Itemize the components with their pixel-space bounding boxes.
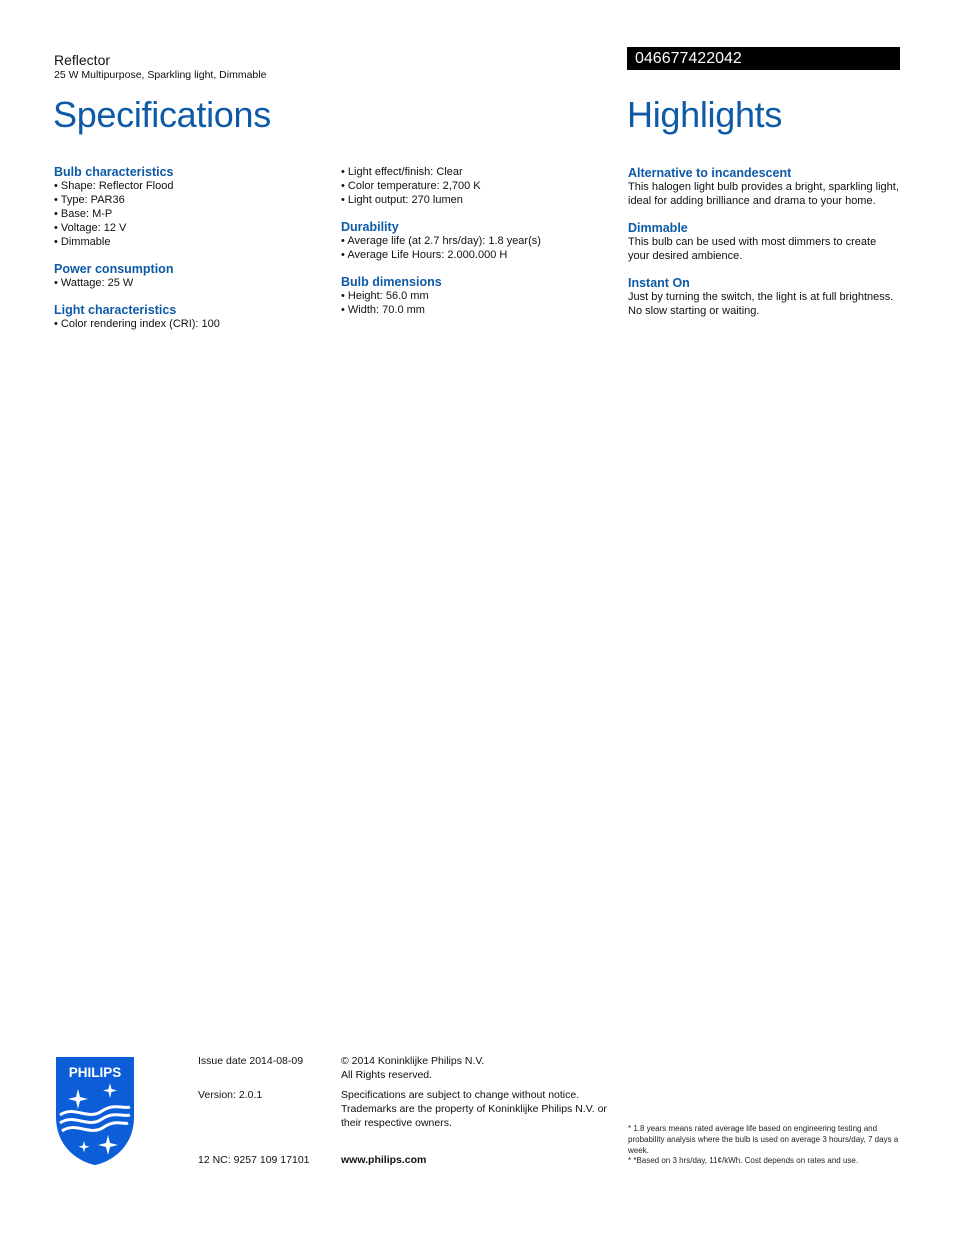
spec-item: • Wattage: 25 W <box>54 276 324 290</box>
section-heading: Light characteristics <box>54 303 177 317</box>
spec-list <box>54 276 324 290</box>
spec-item: • Light effect/finish: Clear <box>341 165 611 179</box>
highlight-title: Dimmable <box>628 221 688 235</box>
spec-item: • Shape: Reflector Flood <box>54 179 324 193</box>
highlights-heading: Highlights <box>627 94 783 135</box>
highlight-title: Instant On <box>628 276 690 290</box>
spec-item: • Dimmable <box>54 235 324 249</box>
highlight-title: Alternative to incandescent <box>628 166 792 180</box>
section-heading: Durability <box>341 220 399 234</box>
spec-item: • Type: PAR36 <box>54 193 324 207</box>
section-heading: Bulb characteristics <box>54 165 174 179</box>
version: Version: 2.0.1 <box>198 1089 263 1101</box>
copyright: © 2014 Koninklijke Philips N.V. <box>341 1055 485 1067</box>
product-title: Reflector <box>54 52 111 68</box>
product-code: 046677422042 <box>627 47 900 70</box>
specifications-heading: Specifications <box>53 94 271 135</box>
spec-item: • Height: 56.0 mm <box>341 289 611 303</box>
section-heading: Power consumption <box>54 262 174 276</box>
spec-list <box>341 234 611 262</box>
spec-item: • Average life (at 2.7 hrs/day): 1.8 year(s) <box>341 234 611 248</box>
footnote: * *Based on 3 hrs/day, 11¢/kWh. Cost depends on rates and use. <box>628 1156 859 1165</box>
section-heading: Bulb dimensions <box>341 275 442 289</box>
logo-text: PHILIPS <box>68 1065 122 1080</box>
spec-list <box>54 179 324 249</box>
highlights-column <box>628 166 900 318</box>
highlight-text: This halogen light bulb provides a bright, sparkling light, ideal for adding brilliance and drama to your home. <box>628 181 899 207</box>
spec-item: • Voltage: 12 V <box>54 221 324 235</box>
spec-list <box>341 289 611 317</box>
spec-item: • Light output: 270 lumen <box>341 193 611 207</box>
website-link[interactable]: www.philips.com <box>341 1154 427 1166</box>
disclaimer: Specifications are subject to change without notice. Trademarks are the property of Koninklijke Philips N.V. or their respective owners. <box>341 1089 607 1129</box>
spec-column-1 <box>54 165 324 331</box>
issue-date: Issue date 2014-08-09 <box>198 1055 304 1067</box>
philips-shield-icon <box>54 1055 136 1167</box>
nc-number: 12 NC: 9257 109 17101 <box>198 1154 310 1166</box>
product-subtitle: 25 W Multipurpose, Sparkling light, Dimmable <box>54 69 267 81</box>
spec-item: • Width: 70.0 mm <box>341 303 611 317</box>
spec-list <box>54 317 324 331</box>
highlight-text: This bulb can be used with most dimmers to create your desired ambience. <box>628 236 877 262</box>
spec-item: • Color temperature: 2,700 K <box>341 179 611 193</box>
philips-logo <box>54 1055 136 1167</box>
highlight-text: Just by turning the switch, the light is at full brightness. No slow starting or waiting. <box>628 291 894 317</box>
spec-item: • Base: M-P <box>54 207 324 221</box>
footnote: * 1.8 years means rated average life based on engineering testing and probability analysis where the bulb is used on average 3 hours/day, 7 days a week. <box>628 1124 899 1155</box>
rights: All Rights reserved. <box>341 1069 433 1081</box>
spec-item: • Color rendering index (CRI): 100 <box>54 317 324 331</box>
spec-list <box>341 165 611 207</box>
spec-column-2 <box>341 165 611 317</box>
spec-item: • Average Life Hours: 2.000.000 H <box>341 248 611 262</box>
